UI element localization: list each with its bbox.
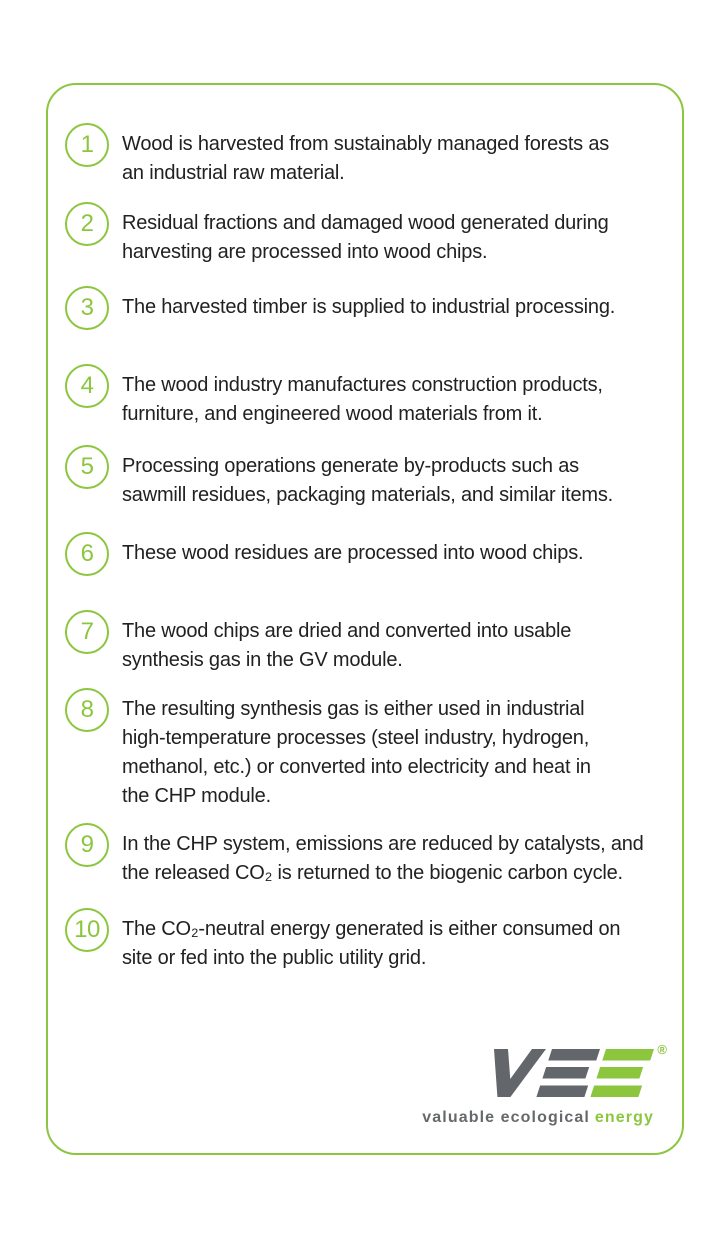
step-line: Processing operations generate by-products such as [122, 455, 579, 477]
step-number-badge [65, 286, 109, 330]
vee-logo [422, 1042, 667, 1127]
step-line: Residual fractions and damaged wood generated during [122, 212, 609, 234]
step-text [122, 915, 664, 973]
step-line: harvesting are processed into wood chips. [122, 241, 488, 263]
step-number: 8 [80, 696, 94, 723]
step-number: 10 [74, 916, 100, 943]
letter-e-gray-shape [536, 1049, 600, 1097]
step-line: The wood industry manufactures construction products, [122, 374, 603, 396]
step-line: furniture, and engineered wood materials from it. [122, 403, 543, 425]
step-text [122, 617, 664, 675]
step-line: methanol, etc.) or converted into electricity and heat in [122, 756, 591, 778]
step-number-badge [65, 123, 109, 167]
step-line: The resulting synthesis gas is either used in industrial [122, 698, 585, 720]
letter-v-shape [478, 1049, 546, 1097]
step-item-3 [65, 293, 664, 322]
step-number: 2 [80, 210, 94, 237]
step-item-5 [65, 452, 664, 510]
step-number-badge [65, 610, 109, 654]
step-number: 9 [80, 831, 94, 858]
step-line: In the CHP system, emissions are reduced by catalysts, and [122, 833, 644, 855]
step-item-4 [65, 371, 664, 429]
step-text [122, 452, 664, 510]
step-number: 7 [80, 618, 94, 645]
step-item-9 [65, 830, 664, 888]
step-number: 5 [80, 453, 94, 480]
step-line: The harvested timber is supplied to industrial processing. [122, 296, 616, 318]
step-line: an industrial raw material. [122, 162, 345, 184]
step-line: These wood residues are processed into wood chips. [122, 542, 584, 564]
tagline-gray-text: valuable ecological [422, 1109, 590, 1126]
step-line: the CHP module. [122, 785, 271, 807]
logo-tagline [422, 1109, 654, 1127]
step-text [122, 539, 664, 568]
tagline-green-text: energy [594, 1109, 654, 1126]
step-text [122, 209, 664, 267]
step-text [122, 293, 664, 322]
step-number: 1 [80, 131, 94, 158]
registered-trademark-icon: ® [657, 1042, 667, 1057]
step-item-10 [65, 915, 664, 973]
step-line: site or fed into the public utility grid. [122, 947, 427, 969]
step-line: Wood is harvested from sustainably managed forests as [122, 133, 610, 155]
step-line: The CO₂-neutral energy generated is either consumed on [122, 918, 621, 940]
step-text [122, 371, 664, 429]
step-number-badge [65, 364, 109, 408]
process-steps-panel [46, 83, 684, 1155]
step-text [122, 130, 664, 188]
vee-logomark [478, 1042, 667, 1102]
step-text [122, 695, 664, 811]
step-number-badge [65, 202, 109, 246]
step-item-8 [65, 695, 664, 811]
step-item-1 [65, 130, 664, 188]
step-item-2 [65, 209, 664, 267]
step-line: sawmill residues, packaging materials, and similar items. [122, 484, 614, 506]
step-text [122, 830, 664, 888]
step-number-badge [65, 445, 109, 489]
step-item-6 [65, 539, 664, 568]
step-number-badge [65, 532, 109, 576]
step-number-badge [65, 688, 109, 732]
step-number-badge [65, 908, 109, 952]
step-number: 4 [80, 372, 94, 399]
step-line: high-temperature processes (steel industry, hydrogen, [122, 727, 590, 749]
step-item-7 [65, 617, 664, 675]
step-line: the released CO₂ is returned to the biogenic carbon cycle. [122, 862, 623, 884]
step-number-badge [65, 823, 109, 867]
vee-letters-graphic [478, 1049, 654, 1097]
letter-e-green-shape [590, 1049, 654, 1097]
step-line: synthesis gas in the GV module. [122, 649, 403, 671]
step-number: 3 [80, 294, 94, 321]
step-number: 6 [80, 540, 94, 567]
step-line: The wood chips are dried and converted into usable [122, 620, 572, 642]
